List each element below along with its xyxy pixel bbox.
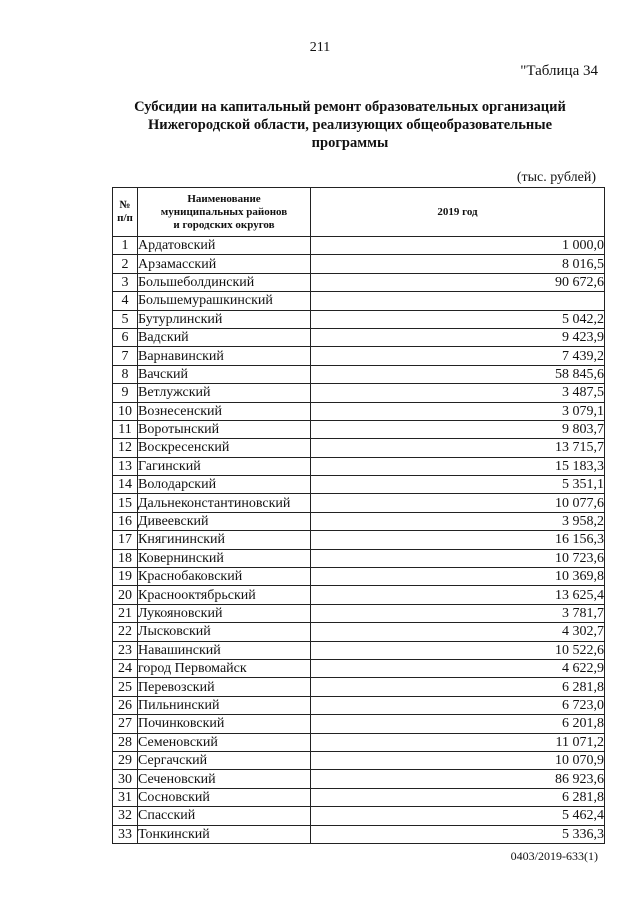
document-title [60, 98, 640, 152]
header-name-line1: Наименование [187, 192, 261, 205]
row-value: 10 369,8 [311, 568, 605, 586]
row-value: 6 201,8 [311, 715, 605, 733]
row-name: Вознесенский [138, 402, 311, 420]
table-row [113, 825, 605, 843]
table-row [113, 420, 605, 438]
row-name: город Первомайск [138, 659, 311, 677]
row-value: 5 336,3 [311, 825, 605, 843]
row-number: 22 [113, 623, 138, 641]
row-number: 33 [113, 825, 138, 843]
table-row [113, 531, 605, 549]
row-name: Ковернинский [138, 549, 311, 567]
row-name: Навашинский [138, 641, 311, 659]
title-line-1: Субсидии на капитальный ремонт образовательных организаций [134, 99, 566, 115]
row-number: 29 [113, 751, 138, 769]
table-row [113, 696, 605, 714]
row-value: 16 156,3 [311, 531, 605, 549]
row-name: Дальнеконстантиновский [138, 494, 311, 512]
row-number: 1 [113, 237, 138, 255]
row-name: Володарский [138, 476, 311, 494]
table-row [113, 678, 605, 696]
header-year: 2019 год [311, 188, 605, 237]
row-number: 19 [113, 568, 138, 586]
row-value: 1 000,0 [311, 237, 605, 255]
row-value: 10 723,6 [311, 549, 605, 567]
row-name: Вачский [138, 365, 311, 383]
table-row [113, 494, 605, 512]
row-name: Перевозский [138, 678, 311, 696]
row-value: 4 302,7 [311, 623, 605, 641]
row-name: Пильнинский [138, 696, 311, 714]
table-row [113, 255, 605, 273]
header-name-line3: и городских округов [173, 218, 275, 231]
row-name: Бутурлинский [138, 310, 311, 328]
header-name [138, 188, 311, 237]
row-name: Краснооктябрьский [138, 586, 311, 604]
row-name: Воротынский [138, 420, 311, 438]
row-name: Большеболдинский [138, 273, 311, 291]
table-row [113, 715, 605, 733]
row-value: 90 672,6 [311, 273, 605, 291]
row-value: 6 281,8 [311, 678, 605, 696]
row-value: 4 622,9 [311, 659, 605, 677]
row-value: 10 522,6 [311, 641, 605, 659]
row-name: Семеновский [138, 733, 311, 751]
row-number: 32 [113, 807, 138, 825]
row-value: 3 079,1 [311, 402, 605, 420]
row-name: Вадский [138, 328, 311, 346]
table-header-row [113, 188, 605, 237]
row-number: 7 [113, 347, 138, 365]
row-number: 30 [113, 770, 138, 788]
table-row [113, 586, 605, 604]
row-name: Ардатовский [138, 237, 311, 255]
row-number: 31 [113, 788, 138, 806]
row-number: 10 [113, 402, 138, 420]
table-row [113, 751, 605, 769]
row-number: 24 [113, 659, 138, 677]
table-row [113, 623, 605, 641]
row-value: 7 439,2 [311, 347, 605, 365]
row-value: 6 723,0 [311, 696, 605, 714]
table-row [113, 788, 605, 806]
table-row [113, 402, 605, 420]
row-name: Тонкинский [138, 825, 311, 843]
row-name: Спасский [138, 807, 311, 825]
page-number: 211 [309, 40, 331, 55]
header-number-line2: п/п [117, 212, 133, 224]
row-number: 2 [113, 255, 138, 273]
row-value: 5 351,1 [311, 476, 605, 494]
row-value [311, 292, 605, 310]
row-value: 3 781,7 [311, 604, 605, 622]
row-number: 8 [113, 365, 138, 383]
table-row [113, 365, 605, 383]
row-number: 12 [113, 439, 138, 457]
units-label: (тыс. рублей) [516, 170, 596, 185]
table-row [113, 659, 605, 677]
table-row [113, 807, 605, 825]
table-row [113, 457, 605, 475]
row-name: Лысковский [138, 623, 311, 641]
row-value: 11 071,2 [311, 733, 605, 751]
row-value: 5 042,2 [311, 310, 605, 328]
table-body [113, 237, 605, 844]
row-value: 8 016,5 [311, 255, 605, 273]
header-name-line2: муниципальных районов [160, 205, 288, 218]
row-number: 21 [113, 604, 138, 622]
row-name: Краснобаковский [138, 568, 311, 586]
title-line-2: Нижегородской области, реализующих общеобразовательные [147, 117, 553, 133]
table-row [113, 512, 605, 530]
title-line-3: программы [311, 135, 389, 151]
table-row [113, 549, 605, 567]
header-number-line1: № [119, 199, 131, 211]
row-value: 9 423,9 [311, 328, 605, 346]
row-number: 11 [113, 420, 138, 438]
row-name: Гагинский [138, 457, 311, 475]
row-number: 25 [113, 678, 138, 696]
row-name: Воскресенский [138, 439, 311, 457]
row-number: 28 [113, 733, 138, 751]
table-row [113, 604, 605, 622]
row-name: Большемурашкинский [138, 292, 311, 310]
row-number: 20 [113, 586, 138, 604]
row-value: 86 923,6 [311, 770, 605, 788]
row-name: Княгининский [138, 531, 311, 549]
row-number: 16 [113, 512, 138, 530]
table-row [113, 292, 605, 310]
row-value: 13 715,7 [311, 439, 605, 457]
row-value: 15 183,3 [311, 457, 605, 475]
row-number: 4 [113, 292, 138, 310]
table-row [113, 384, 605, 402]
row-name: Сеченовский [138, 770, 311, 788]
table-row [113, 439, 605, 457]
row-value: 9 803,7 [311, 420, 605, 438]
row-name: Дивеевский [138, 512, 311, 530]
row-number: 14 [113, 476, 138, 494]
row-number: 15 [113, 494, 138, 512]
table-row [113, 310, 605, 328]
document-code: 0403/2019-633(1) [510, 849, 598, 863]
table-row [113, 641, 605, 659]
table-row [113, 237, 605, 255]
row-name: Починковский [138, 715, 311, 733]
table-row [113, 476, 605, 494]
row-number: 9 [113, 384, 138, 402]
row-number: 17 [113, 531, 138, 549]
table-row [113, 568, 605, 586]
row-number: 27 [113, 715, 138, 733]
row-name: Лукояновский [138, 604, 311, 622]
row-value: 13 625,4 [311, 586, 605, 604]
row-number: 23 [113, 641, 138, 659]
table-row [113, 733, 605, 751]
row-name: Арзамасский [138, 255, 311, 273]
table-label: "Таблица 34 [520, 63, 598, 79]
header-number [113, 188, 138, 237]
row-number: 6 [113, 328, 138, 346]
row-number: 26 [113, 696, 138, 714]
row-name: Сосновский [138, 788, 311, 806]
row-value: 5 462,4 [311, 807, 605, 825]
row-value: 3 958,2 [311, 512, 605, 530]
table-row [113, 273, 605, 291]
subsidy-table [112, 187, 605, 844]
row-value: 10 077,6 [311, 494, 605, 512]
table-row [113, 347, 605, 365]
row-value: 10 070,9 [311, 751, 605, 769]
row-value: 6 281,8 [311, 788, 605, 806]
row-value: 58 845,6 [311, 365, 605, 383]
row-number: 3 [113, 273, 138, 291]
row-name: Сергачский [138, 751, 311, 769]
table-row [113, 770, 605, 788]
table-row [113, 328, 605, 346]
row-value: 3 487,5 [311, 384, 605, 402]
row-name: Варнавинский [138, 347, 311, 365]
row-number: 18 [113, 549, 138, 567]
row-name: Ветлужский [138, 384, 311, 402]
row-number: 5 [113, 310, 138, 328]
row-number: 13 [113, 457, 138, 475]
